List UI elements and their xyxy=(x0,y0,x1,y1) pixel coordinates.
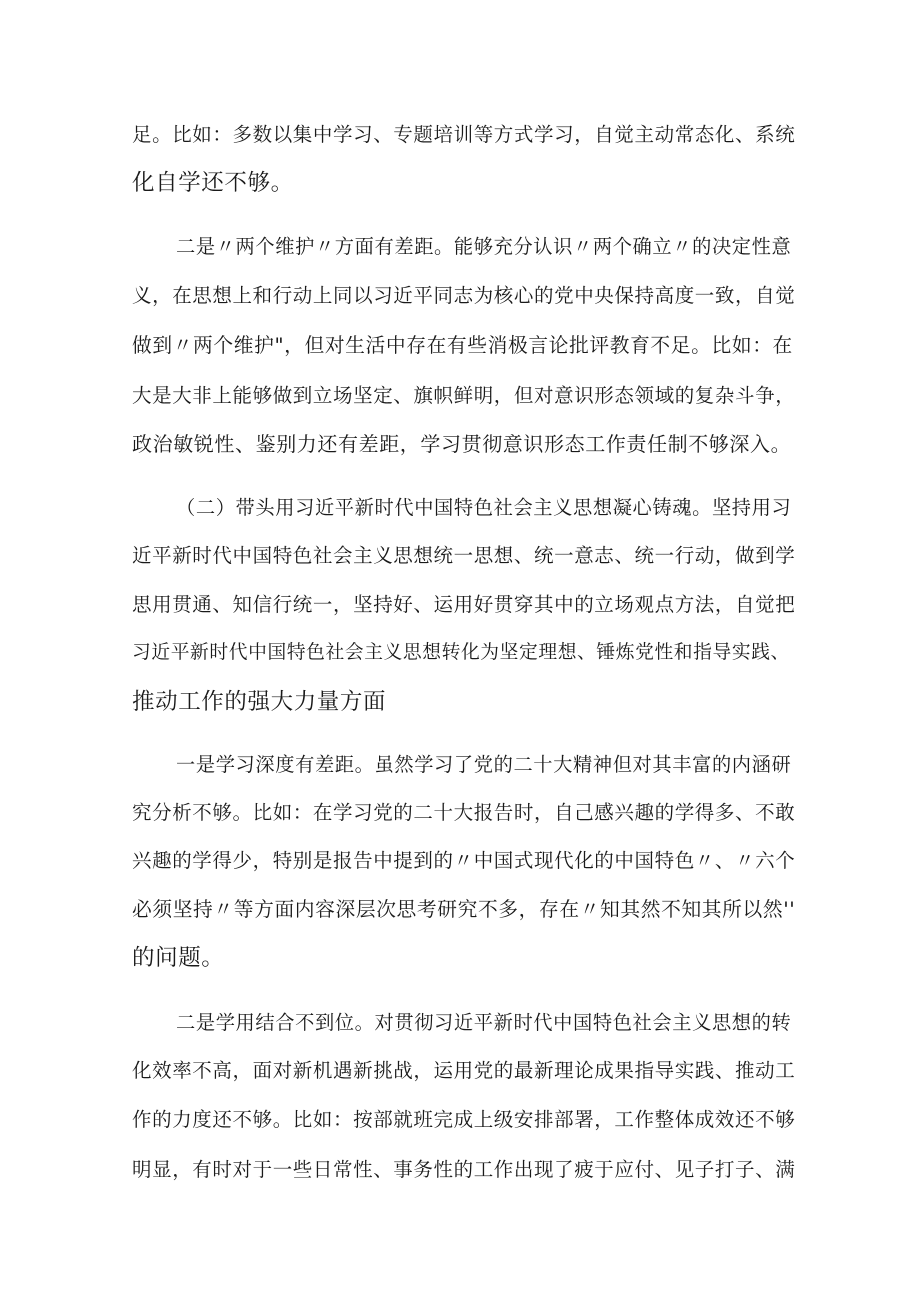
text-line: 近平新时代中国特色社会主义思想统一思想、统一意志、统一行动，做到学 xyxy=(132,544,796,567)
text-line: 政治敏锐性、鉴别力还有差距，学习贯彻意识形态工作责任制不够深入。 xyxy=(132,432,792,456)
text-line: 必须坚持〃等方面内容深层次思考研究不多，存在〃知其然不知其所以然'' xyxy=(132,898,796,921)
text-line: 足。比如：多数以集中学习、专题培训等方式学习，自觉主动常态化、系统 xyxy=(132,123,796,146)
text-line: 二是学用结合不到位。对贯彻习近平新时代中国特色社会主义思想的转 xyxy=(176,1011,792,1034)
text-line: 一是学习深度有差距。虽然学习了党的二十大精神但对其丰富的内涵研 xyxy=(176,753,792,776)
text-line: 做到〃两个维护"，但对生活中存在有些消极言论批评教育不足。比如：在 xyxy=(132,334,793,357)
text-line: 化自学还不够。 xyxy=(132,170,294,196)
text-line: 的问题。 xyxy=(132,945,225,971)
text-line: 义，在思想上和行动上同以习近平同志为核心的党中央保持高度一致，自觉 xyxy=(132,284,796,307)
text-line: 究分析不够。比如：在学习党的二十大报告时，自己感兴趣的学得多、不敢 xyxy=(132,801,796,824)
text-line: 作的力度还不够。比如：按部就班完成上级安排部署，工作整体成效还不够 xyxy=(132,1108,796,1131)
text-line: 明显，有时对于一些日常性、事务性的工作出现了疲于应付、见子打子、满 xyxy=(132,1158,796,1181)
text-line: 思用贯通、知信行统一，坚持好、运用好贯穿其中的立场观点方法，自觉把 xyxy=(132,593,796,616)
text-line: 推动工作的强大力量方面 xyxy=(132,689,387,715)
text-line: 化效率不高，面对新机遇新挑战，运用党的最新理论成果指导实践、推动工 xyxy=(132,1059,796,1082)
text-line: 二是〃两个维护〃方面有差距。能够充分认识〃两个确立〃的决定性意 xyxy=(176,235,792,258)
text-line: 大是大非上能够做到立场坚定、旗帜鲜明，但对意识形态领域的复杂斗争， xyxy=(132,384,796,407)
text-line: 兴趣的学得少，特别是报告中提到的〃中国式现代化的中国特色〃、〃六个 xyxy=(132,849,796,872)
text-line: （二）带头用习近平新时代中国特色社会主义思想凝心铸魂。坚持用习 xyxy=(176,496,792,519)
text-line: 习近平新时代中国特色社会主义思想转化为坚定理想、锤炼党性和指导实践、 xyxy=(132,642,790,663)
